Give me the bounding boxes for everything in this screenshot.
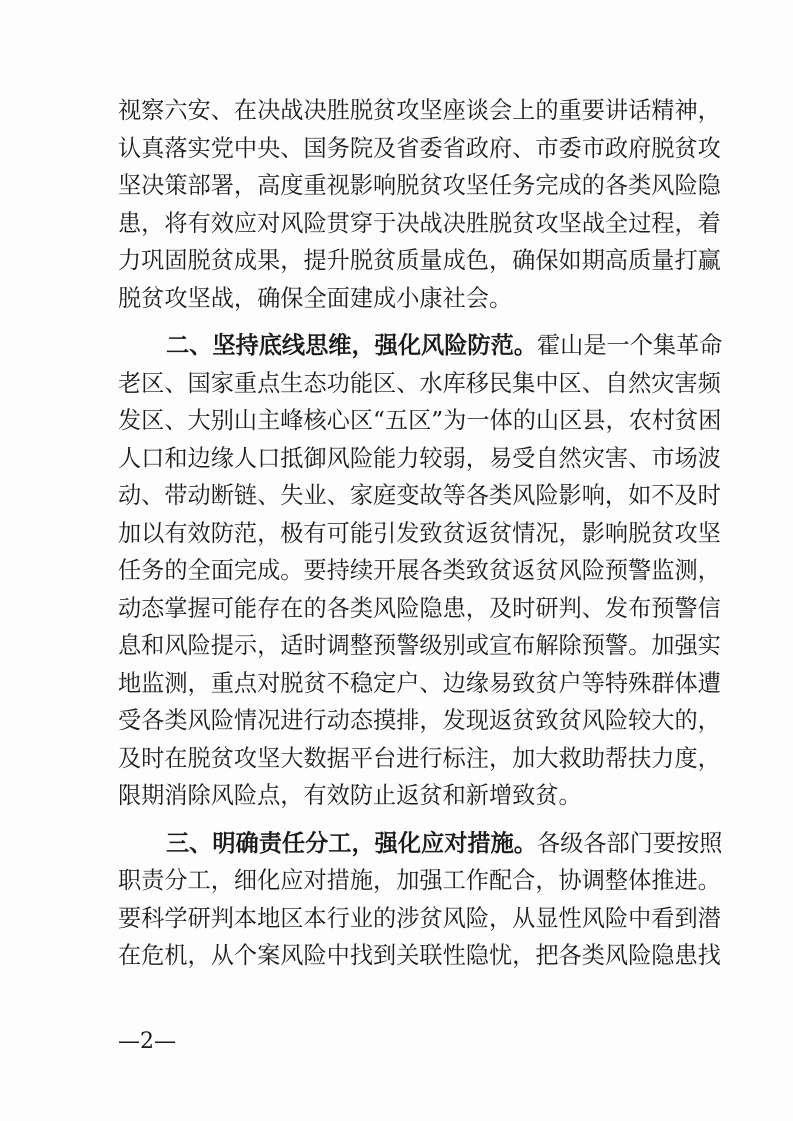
paragraph-2	[118, 327, 723, 815]
text-line: 在危机，从个案风险中找到关联性隐忧，把各类风险隐患找	[118, 942, 721, 969]
text-line: 认真落实党中央、国务院及省委省政府、市委市政府脱贫攻	[118, 134, 721, 162]
section-heading: 三、明确责任分工，强化应对措施。	[166, 829, 537, 857]
text-line: 职责分工，细化应对措施，加强工作配合，协调整体推进。	[118, 867, 721, 894]
paragraph-1	[118, 92, 721, 317]
text-line: 老区、国家重点生态功能区、水库移民集中区、自然灾害频	[118, 369, 721, 397]
text-line: 地监测，重点对脱贫不稳定户、边缘易致贫户等特殊群体遭	[118, 669, 721, 697]
text-line: 视察六安、在决战决胜脱贫攻坚座谈会上的重要讲话精神，	[118, 97, 721, 124]
text-line: 加以有效防范，极有可能引发致贫返贫情况，影响脱贫攻坚	[118, 519, 721, 547]
body-text	[118, 92, 723, 975]
text-line: 坚决策部署，高度重视影响脱贫攻坚任务完成的各类风险隐	[118, 172, 721, 199]
text-line: 任务的全面完成。要持续开展各类致贫返贫风险预警监测，	[118, 557, 721, 584]
text-line: 脱贫攻坚战，确保全面建成小康社会。	[118, 284, 513, 312]
text-line: 要科学研判本地区本行业的涉贫风险，从显性风险中看到潜	[118, 904, 721, 932]
section-heading: 二、坚持底线思维，强化风险防范。	[166, 332, 537, 359]
text-line: 人口和边缘人口抵御风险能力较弱，易受自然灾害、市场波	[118, 444, 721, 472]
text-line: 及时在脱贫攻坚大数据平台进行标注，加大救助帮扶力度，	[118, 744, 721, 772]
text-run: 各级各部门要按照	[537, 829, 723, 857]
text-line: 受各类风险情况进行动态摸排，发现返贫致贫风险较大的，	[118, 707, 721, 734]
text-line: 动态掌握可能存在的各类风险隐患，及时研判、发布预警信	[118, 594, 721, 622]
paragraph-first-line	[118, 825, 723, 863]
text-line: 限期消除风险点，有效防止返贫和新增致贫。	[118, 782, 582, 809]
paragraph-first-line	[118, 327, 723, 365]
text-line: 患，将有效应对风险贯穿于决战决胜脱贫攻坚战全过程，着	[118, 209, 721, 237]
paragraph-3	[118, 825, 723, 975]
text-line: 发区、大别山主峰核心区“五区”为一体的山区县，农村贫困	[118, 407, 722, 434]
page-number: —2—	[118, 1029, 176, 1054]
text-line: 力巩固脱贫成果，提升脱贫质量成色，确保如期高质量打赢	[118, 247, 721, 274]
text-line: 息和风险提示，适时调整预警级别或宣布解除预警。加强实	[118, 632, 721, 659]
text-run: 霍山是一个集革命	[537, 332, 723, 359]
text-line: 动、带动断链、失业、家庭变故等各类风险影响，如不及时	[118, 482, 721, 509]
